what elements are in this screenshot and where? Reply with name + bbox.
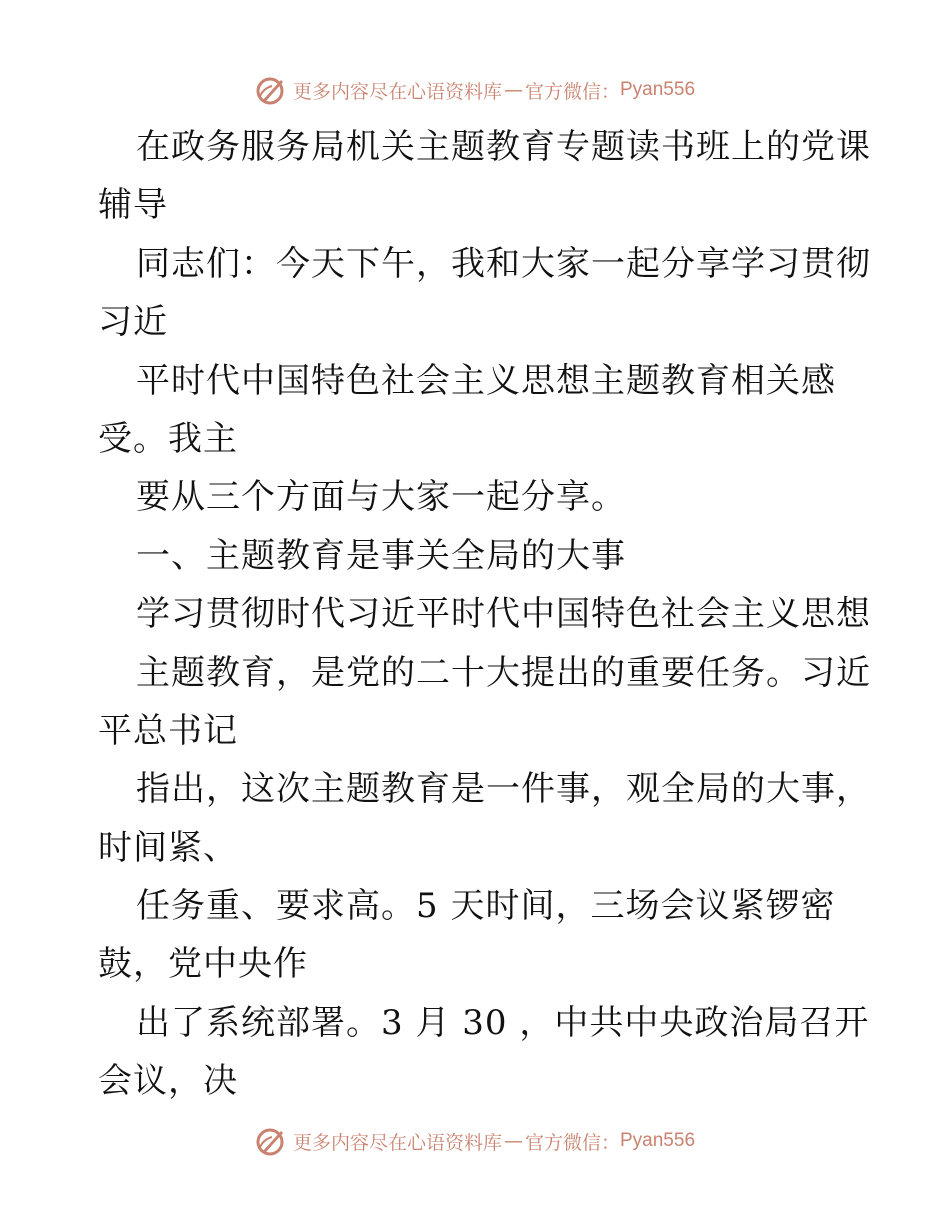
paragraph-line: 学习贯彻时代习近平时代中国特色社会主义思想 — [136, 594, 871, 635]
paragraph-line: 鼓，党中央作 — [98, 944, 308, 985]
watermark-text: 更多内容尽在心语资料库 — [292, 80, 502, 103]
paragraph-line: 平总书记 — [98, 710, 238, 751]
paragraph-line: 主题教育，是党的二十大提出的重要任务。习近 — [136, 652, 871, 693]
paragraph-line: 平时代中国特色社会主义思想主题教育相关感 — [136, 360, 836, 401]
quill-logo-icon — [255, 1125, 287, 1157]
title-line-1: 在政务服务局机关主题教育专题读书班上的党课 — [136, 127, 871, 167]
document-body — [98, 118, 871, 1111]
paragraph-line: 习近 — [98, 302, 168, 343]
paragraph-line: 会议，决 — [98, 1061, 238, 1102]
paragraph-line: 时间紧、 — [98, 827, 238, 868]
watermark-official-label: 官方微信： — [524, 80, 620, 103]
title-line-2: 辅导 — [98, 185, 168, 226]
section-heading: 一、主题教育是事关全局的大事 — [136, 535, 626, 576]
watermark-wechat-id: Pyan556 — [620, 79, 696, 100]
watermark-text: 更多内容尽在心语资料库 — [292, 1131, 502, 1154]
paragraph-line: 同志们：今天下午，我和大家一起分享学习贯彻 — [136, 243, 871, 284]
watermark-dash: — — [503, 79, 523, 101]
paragraph-line: 出了系统部署。3 月 30 ，中共中央政治局召开 — [136, 1002, 870, 1043]
paragraph-line: 任务重、要求高。5 天时间，三场会议紧锣密 — [136, 886, 836, 927]
paragraph-line: 要从三个方面与大家一起分享。 — [136, 477, 626, 518]
watermark-header — [0, 70, 950, 110]
watermark-official-label: 官方微信： — [524, 1131, 620, 1154]
watermark-wechat-id: Pyan556 — [620, 1130, 696, 1151]
watermark-footer — [0, 1121, 950, 1161]
paragraph-line: 指出，这次主题教育是一件事，观全局的大事， — [136, 769, 871, 810]
quill-logo-icon — [255, 74, 287, 106]
paragraph-line: 受。我主 — [98, 418, 238, 459]
watermark-dash: — — [503, 1130, 523, 1152]
